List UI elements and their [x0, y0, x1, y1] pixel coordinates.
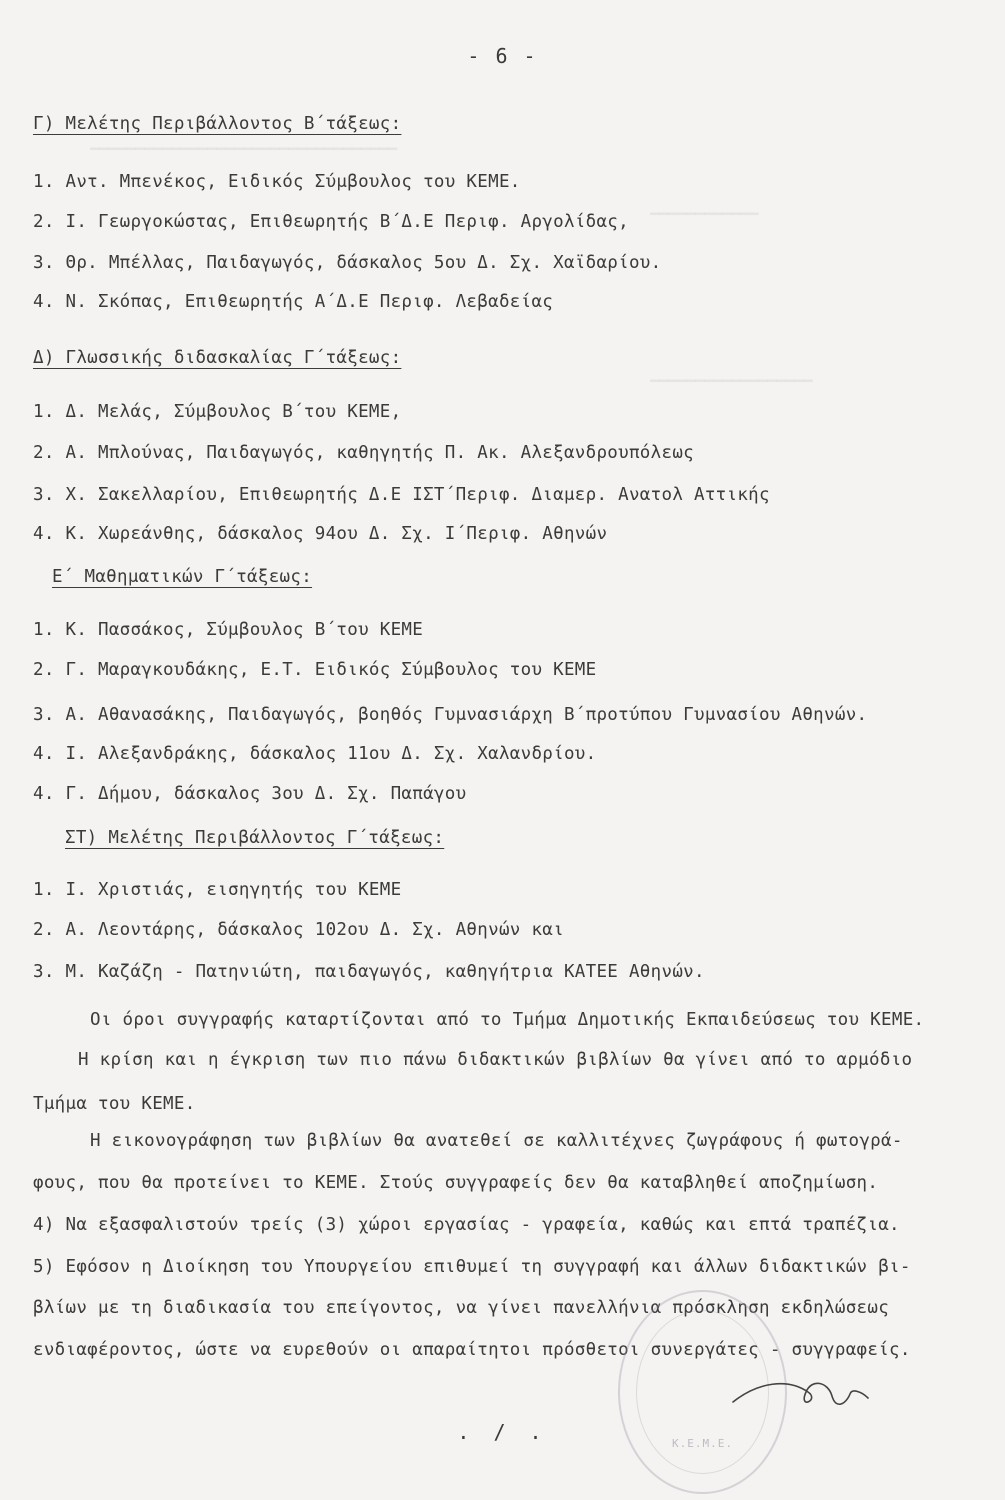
list-item: 1. Κ. Πασσάκος, Σύμβουλος Β΄του ΚΕΜΕ	[33, 620, 424, 640]
list-item: 3. Α. Αθανασάκης, Παιδαγωγός, βοηθός Γυμνασιάρχη Β΄προτύπου Γυμνασίου Αθηνών.	[33, 705, 868, 725]
paragraph-line: Οι όροι συγγραφής καταρτίζονται από το Τμήμα Δημοτικής Εκπαιδεύσεως του ΚΕΜΕ.	[90, 1010, 925, 1030]
list-item: 2. Ι. Γεωργοκώστας, Επιθεωρητής Β΄Δ.Ε Περιφ. Αργολίδας,	[33, 212, 629, 232]
list-item: 2. Α. Μπλούνας, Παιδαγωγός, καθηγητής Π. Ακ. Αλεξανδρουπόλεως	[33, 443, 694, 463]
paragraph-line: ενδιαφέροντος, ώστε να ευρεθούν οι απαραίτητοι πρόσθετοι συνεργάτες - συγγραφείς.	[33, 1340, 911, 1360]
list-item: 3. Θρ. Μπέλλας, Παιδαγωγός, δάσκαλος 5ου Δ. Σχ. Χαϊδαρίου.	[33, 253, 662, 273]
list-item: 4. Κ. Χωρεάνθης, δάσκαλος 94ου Δ. Σχ. Ι΄Περιφ. Αθηνών	[33, 524, 608, 544]
list-item: 2. Γ. Μαραγκουδάκης, Ε.Τ. Ειδικός Σύμβουλος του ΚΕΜΕ	[33, 660, 597, 680]
numbered-paragraph: 4) Να εξασφαλιστούν τρείς (3) χώροι εργασίας - γραφεία, καθώς και επτά τραπέζια.	[33, 1215, 900, 1235]
bleed-through-text: ━━━━━━━━━━━━	[650, 205, 759, 223]
page-number: - 6 -	[467, 44, 538, 68]
list-item: 1. Αντ. Μπενέκος, Ειδικός Σύμβουλος του ΚΕΜΕ.	[33, 172, 521, 192]
section-heading-e: Ε΄ Μαθηματικών Γ΄τάξεως:	[52, 567, 313, 587]
section-heading-c: Γ) Μελέτης Περιβάλλοντος Β΄τάξεως:	[33, 114, 402, 134]
list-item: 3. Χ. Σακελλαρίου, Επιθεωρητής Δ.Ε ΙΣΤ΄Περιφ. Διαμερ. Ανατολ Αττικής	[33, 485, 770, 505]
list-item: 4. Ι. Αλεξανδράκης, δάσκαλος 11ου Δ. Σχ. Χαλανδρίου.	[33, 744, 597, 764]
list-item: 4. Γ. Δήμου, δάσκαλος 3ου Δ. Σχ. Παπάγου	[33, 784, 467, 804]
continuation-mark: . / .	[457, 1420, 548, 1444]
section-heading-st: ΣΤ) Μελέτης Περιβάλλοντος Γ΄τάξεως:	[65, 828, 445, 848]
paragraph-line: Η κρίση και η έγκριση των πιο πάνω διδακτικών βιβλίων θα γίνει από το αρμόδιο	[78, 1050, 913, 1070]
numbered-paragraph: 5) Εφόσον η Διοίκηση του Υπουργείου επιθυμεί τη συγγραφή και άλλων διδακτικών βι-	[33, 1257, 911, 1277]
stamp-text: Κ.Ε.Μ.Ε.	[672, 1437, 733, 1450]
paragraph-line: Η εικονογράφηση των βιβλίων θα ανατεθεί σε καλλιτέχνες ζωγράφους ή φωτογρά-	[90, 1131, 903, 1151]
bleed-through-text: ━━━━━━━━━━━━━━━━━━	[650, 372, 813, 390]
list-item: 1. Ι. Χριστιάς, εισηγητής του ΚΕΜΕ	[33, 880, 402, 900]
paragraph-line: φους, που θα προτείνει το ΚΕΜΕ. Στούς συγγραφείς δεν θα καταβληθεί αποζημίωση.	[33, 1173, 879, 1193]
list-item: 3. Μ. Καζάζη - Πατηνιώτη, παιδαγωγός, καθηγήτρια ΚΑΤΕΕ Αθηνών.	[33, 962, 705, 982]
paragraph-line: βλίων με τη διαδικασία του επείγοντος, να γίνει πανελλήνια πρόσκληση εκδηλώσεως	[33, 1298, 890, 1318]
list-item: 4. Ν. Σκόπας, Επιθεωρητής Α΄Δ.Ε Περιφ. Λεβαδείας	[33, 292, 554, 312]
paragraph-line: Τμήμα του ΚΕΜΕ.	[33, 1094, 196, 1114]
bleed-through-text: ━━━━━━━━━━━━━━━━━━━━━━━━━━━━━━━━━━	[90, 140, 398, 158]
section-heading-d: Δ) Γλωσσικής διδασκαλίας Γ΄τάξεως:	[33, 348, 402, 368]
list-item: 1. Δ. Μελάς, Σύμβουλος Β΄του ΚΕΜΕ,	[33, 402, 402, 422]
list-item: 2. Α. Λεοντάρης, δάσκαλος 102ου Δ. Σχ. Αθηνών και	[33, 920, 564, 940]
